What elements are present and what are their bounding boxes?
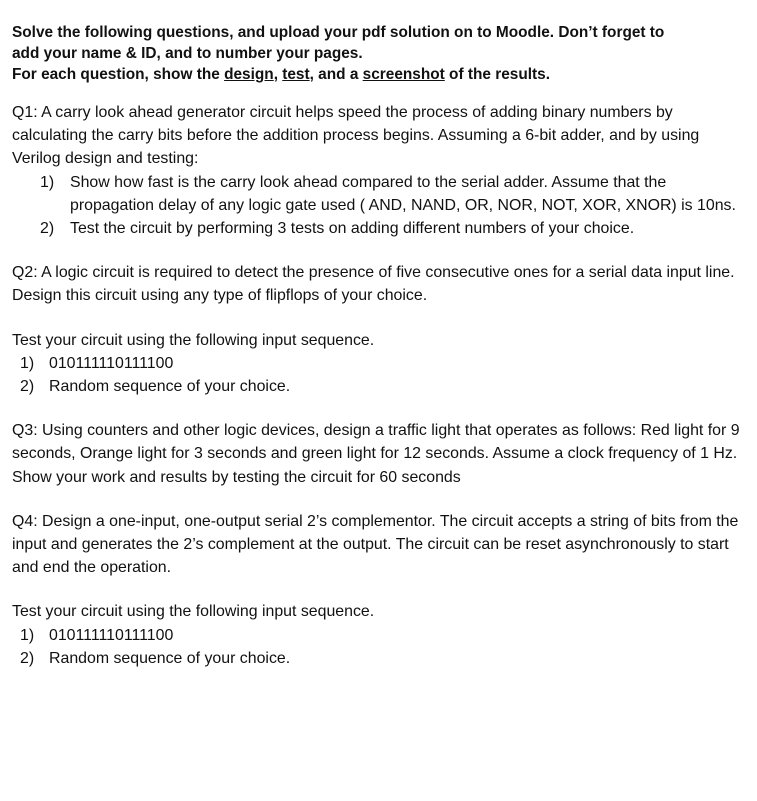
list-item-text: 010111110111100 (49, 626, 174, 644)
q2-list (12, 352, 747, 398)
underlined-design: design (224, 66, 274, 83)
list-item (20, 352, 747, 375)
q2-intro: Q2: A logic circuit is required to detect the presence of five consecutive ones for a serial data input line. Design this circuit using any type of flipflops of your choice. (12, 264, 735, 305)
question-1 (12, 101, 747, 240)
instructions-line-3-prefix: For each question, show the (12, 66, 225, 83)
q4-test-intro: Test your circuit using the following input sequence. (12, 603, 375, 621)
underlined-test: test (282, 66, 310, 83)
list-item (40, 171, 747, 217)
list-item-text: Show how fast is the carry look ahead compared to the serial adder. Assume that the propagation delay of any logic gate used ( AND, NAND, OR, NOR, NOT, XOR, XNOR) is 10ns. (70, 173, 736, 214)
list-item (20, 375, 747, 398)
question-2 (12, 261, 747, 398)
underlined-screenshot: screenshot (362, 66, 445, 83)
q1-list (12, 171, 747, 241)
separator-1: , (273, 66, 283, 83)
list-item-number: 1) (20, 354, 35, 372)
q3-intro: Q3: Using counters and other logic devices, design a traffic light that operates as follows: Red light for 9 seconds, Orange light for 3 seconds and green light for 12 seconds. Assume a clock frequency of 1 Hz. Show your work and results by testing the circuit for 60 seconds (12, 422, 740, 486)
list-item (40, 217, 747, 240)
q2-test-intro: Test your circuit using the following input sequence. (12, 331, 375, 349)
list-item-number: 1) (40, 173, 55, 191)
list-item-text: 010111110111100 (49, 354, 174, 372)
list-item-number: 2) (40, 220, 55, 238)
list-item-text: Random sequence of your choice. (49, 649, 291, 667)
list-item (20, 624, 747, 647)
list-item-number: 2) (20, 378, 35, 396)
list-item-text: Random sequence of your choice. (49, 378, 291, 396)
list-item (20, 647, 747, 670)
list-item-text: Test the circuit by performing 3 tests on adding different numbers of your choice. (70, 220, 635, 238)
q4-intro: Q4: Design a one-input, one-output serial 2’s complementor. The circuit accepts a string of bits from the input and generates the 2’s complement at the output. The circuit can be reset asynchronously to start and end the operation. (12, 512, 739, 577)
question-4 (12, 510, 747, 670)
list-item-number: 2) (20, 649, 35, 667)
document-page (12, 22, 747, 670)
instructions-line-3-suffix: of the results. (444, 66, 550, 83)
instructions-header (12, 22, 747, 85)
q1-intro: Q1: A carry look ahead generator circuit helps speed the process of adding binary numbers by calculating the carry bits before the addition process begins. Assuming a 6-bit adder, and by using Verilog design and testing: (12, 104, 700, 168)
list-item-number: 1) (20, 626, 35, 644)
question-3 (12, 419, 747, 489)
q4-list (12, 624, 747, 670)
separator-2: , and a (309, 66, 363, 83)
instructions-line-2: add your name & ID, and to number your pages. (12, 45, 363, 62)
instructions-line-3 (12, 64, 747, 85)
instructions-line-1: Solve the following questions, and upload your pdf solution on to Moodle. Don’t forget to (12, 24, 665, 41)
